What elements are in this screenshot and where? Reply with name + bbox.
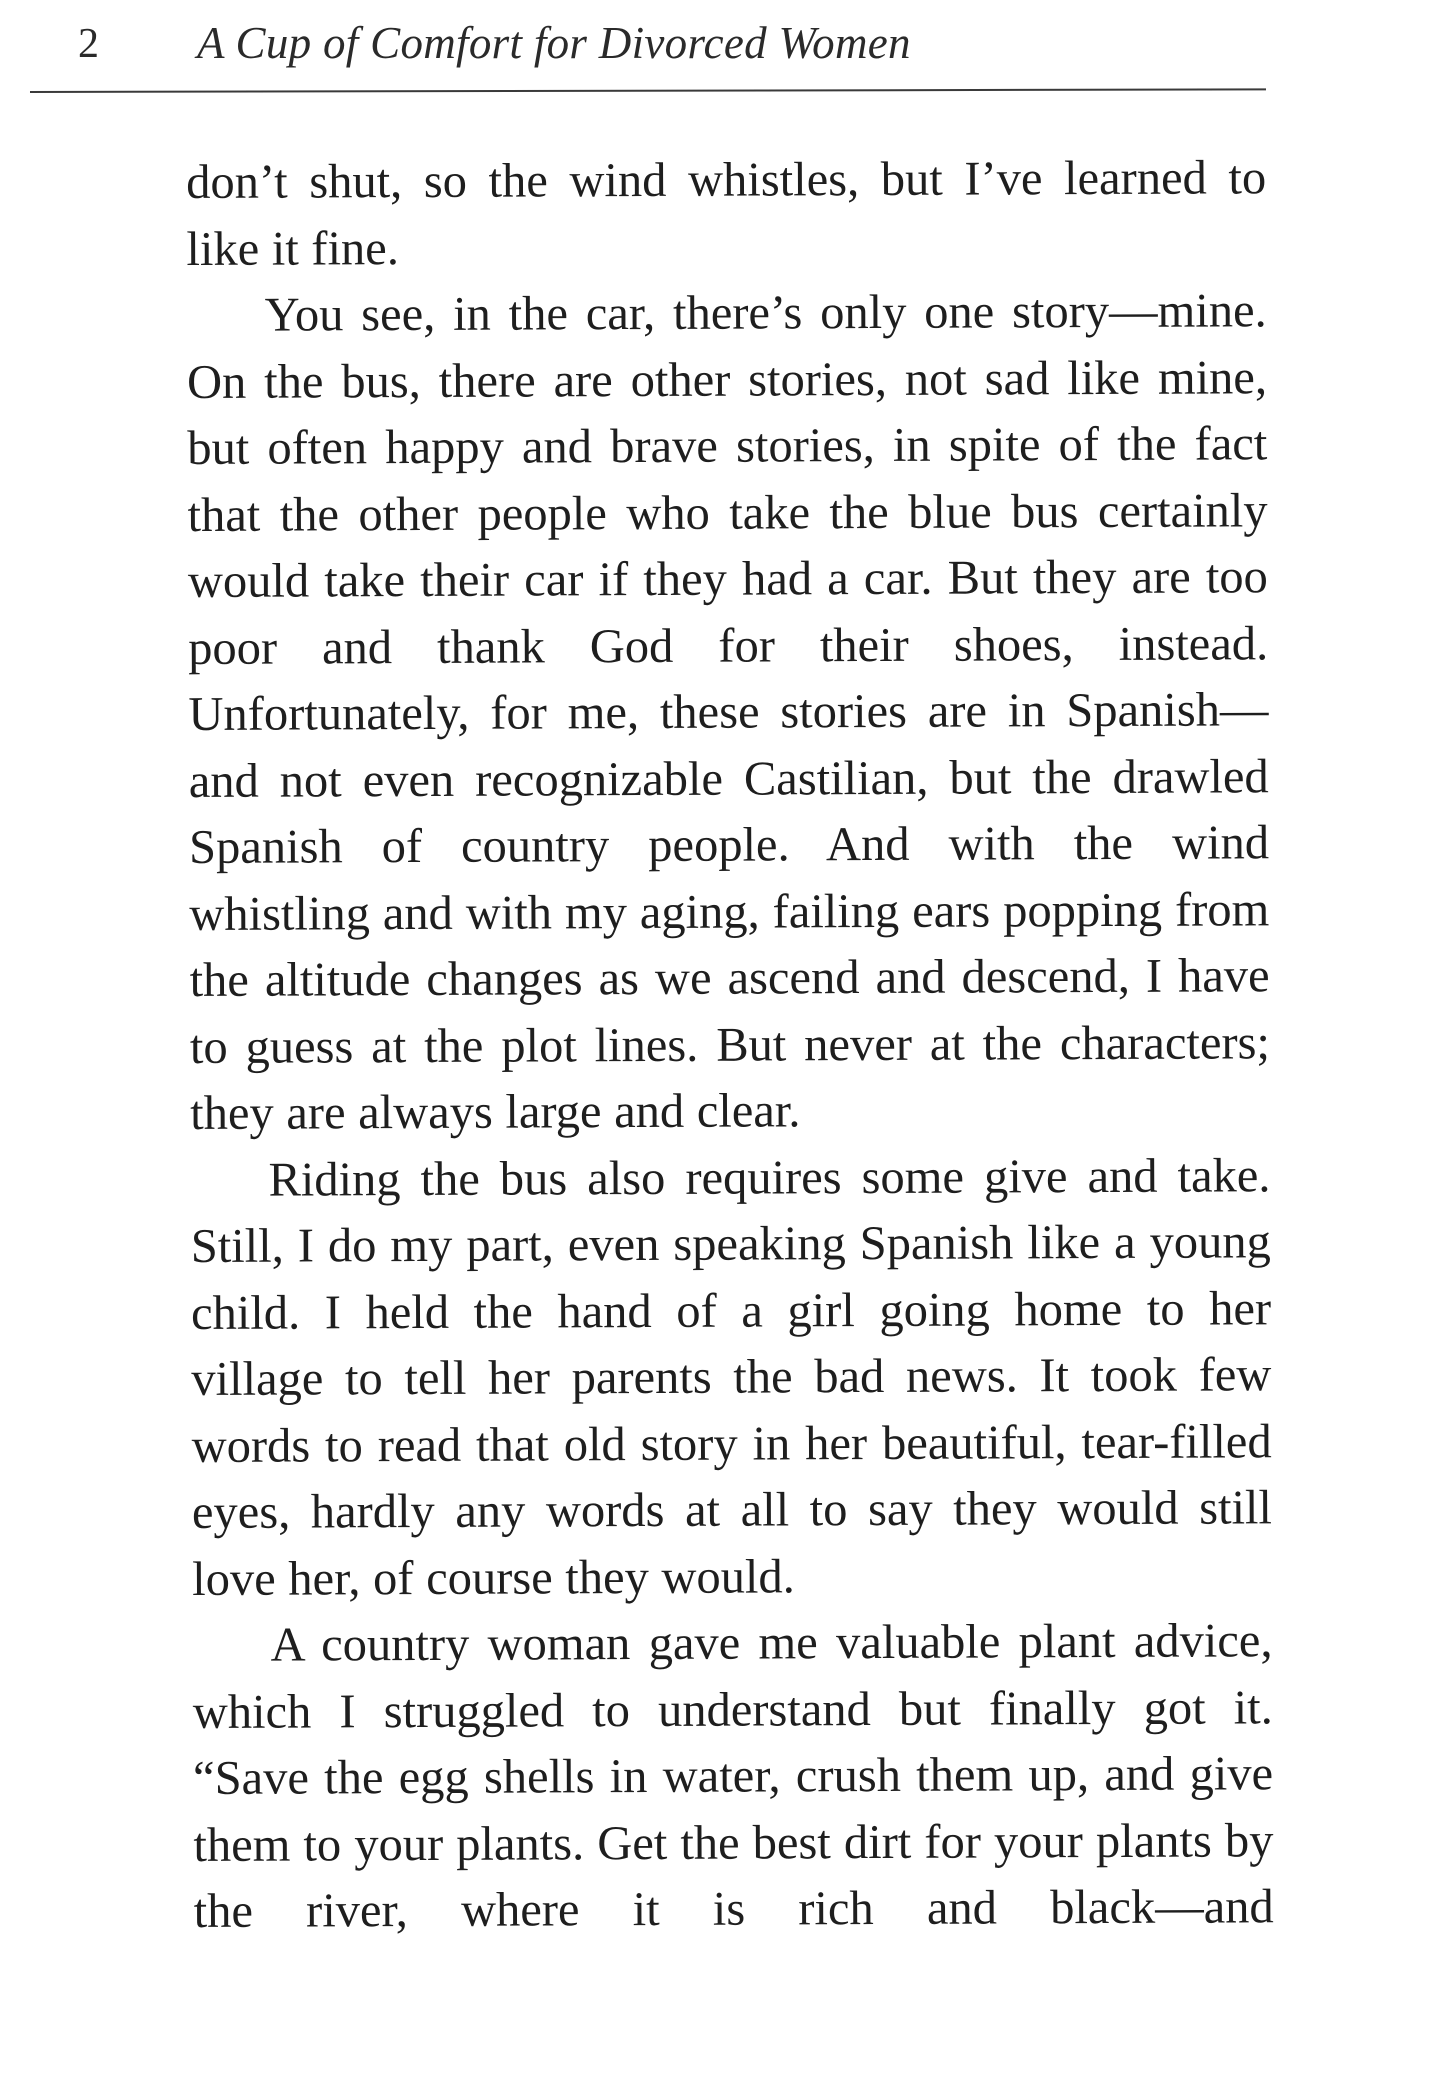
- running-head: [0, 0, 1447, 100]
- book-title: A Cup of Comfort for Divorced Women: [197, 18, 911, 68]
- paragraph-plant-advice: A country woman gave me valuable plant advice, which I struggled to understand but finally got it. “Save the egg shells in water, crush them up, and give them to your plants. Get the best dirt for your plants by the river, where it is rich and black—and: [192, 1614, 1274, 1938]
- paragraph-bus-stories: You see, in the car, there’s only one story—mine. On the bus, there are other stories, not sad like mine, but often happy and brave stories, in spite of the fact that the other people who take the blue bus certainly would take their car if they had a car. But they are too poor and thank God for their shoes, instead. Unfortunately, for me, these stories are in Spanish—and not even recognizable Castilian, but the drawled Spanish of country people. And with the wind whistling and with my aging, failing ears popping from the altitude changes as we ascend and descend, I have to guess at the plot lines. But never at the characters; they are always large and clear.: [186, 284, 1271, 1140]
- header-rule: [30, 88, 1266, 93]
- paragraph-continued: don’t shut, so the wind whistles, but I’ve learned to like it fine.: [186, 151, 1267, 276]
- paragraph-give-and-take: Riding the bus also requires some give and take. Still, I do my part, even speaking Spanish like a young child. I held the hand of a girl going home to her village to tell her parents the bad news. It took few words to read that old story in her beautiful, tear-filled eyes, hardly any words at all to say they would still love her, of course they would.: [190, 1148, 1273, 1606]
- page-body: [186, 145, 1274, 1945]
- page-number: 2: [78, 21, 99, 67]
